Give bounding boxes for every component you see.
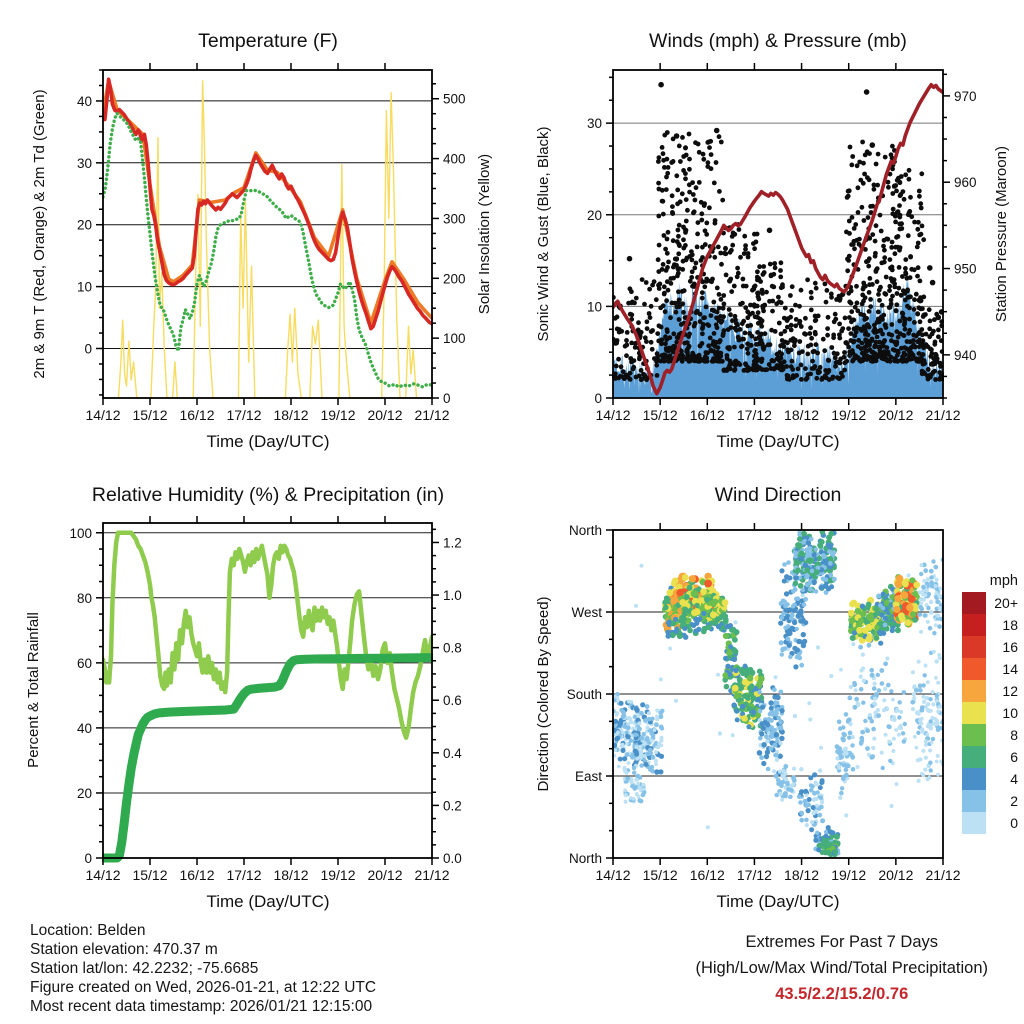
axis-tick-label: 1.2	[443, 535, 462, 551]
legend-swatch	[962, 636, 986, 658]
station-info	[30, 921, 376, 1016]
axis-tick-label: 0.0	[443, 851, 462, 866]
x-axis-label: Time (Day/UTC)	[206, 432, 330, 451]
axis-tick-label: 15/12	[132, 867, 168, 883]
axis-tick-label: 21/12	[414, 407, 450, 423]
axis-tick-label: West	[571, 605, 602, 620]
legend-swatch	[962, 702, 986, 724]
axis-tick-label: 0	[443, 391, 451, 406]
series-layer	[103, 79, 432, 398]
axis-tick-label: 14/12	[595, 867, 631, 883]
y-axis-label-right: Station Pressure (Maroon)	[993, 146, 1010, 322]
x-axis-label: Time (Day/UTC)	[716, 432, 840, 451]
axis-tick-label: 100	[69, 525, 92, 541]
legend-swatch	[962, 680, 986, 702]
axis-tick-label: 19/12	[320, 867, 356, 883]
axis-tick-label: 100	[443, 331, 466, 347]
legend-swatch	[962, 724, 986, 746]
x-axis-label: Time (Day/UTC)	[206, 892, 330, 911]
axis-tick-label: 18/12	[784, 867, 820, 883]
axis-tick-label: 0.8	[443, 640, 462, 656]
legend-swatch	[962, 614, 986, 636]
axis-tick-label: 16/12	[689, 867, 725, 883]
axis-tick-label: 17/12	[226, 407, 262, 423]
panel-title: Temperature (F)	[198, 30, 338, 52]
legend-label: 14	[1002, 661, 1018, 677]
y-axis-label-left: Percent & Total Rainfall	[25, 612, 42, 768]
axis-tick-label: 0.4	[443, 745, 462, 761]
axis-tick-label: 10	[76, 279, 92, 295]
station-latlon: Station lat/lon: 42.2232; -75.6685	[30, 960, 259, 977]
axis-tick-label: North	[568, 523, 602, 538]
axis-tick-label: East	[574, 769, 602, 784]
extremes-subtitle: (High/Low/Max Wind/Total Precipitation)	[695, 959, 988, 977]
extremes-info	[695, 929, 988, 1007]
axis-tick-label: 940	[954, 347, 977, 363]
y-axis-label-right: Solar Insolation (Yellow)	[476, 153, 493, 315]
legend-swatch	[962, 790, 986, 812]
legend-label: 16	[1002, 639, 1018, 655]
axis-tick-label: 0	[84, 851, 92, 866]
axis-tick-label: 17/12	[736, 867, 772, 883]
series-layer	[611, 82, 946, 398]
axis-tick-label: 970	[954, 88, 977, 104]
panel-0	[31, 30, 493, 451]
y-axis-label-left: 2m & 9m T (Red, Orange) & 2m Td (Green)	[31, 89, 48, 379]
2m-temperature-series	[103, 79, 432, 328]
axis-tick-label: 14/12	[595, 407, 631, 423]
axis-tick-label: 20	[76, 785, 92, 801]
station-location: Location: Belden	[30, 922, 146, 939]
axis-tick-label: 20/12	[367, 867, 403, 883]
legend-label: 4	[1010, 771, 1018, 787]
axis-tick-label: 200	[443, 271, 466, 287]
solar-insolation-series	[103, 81, 432, 398]
y-axis-label-left: Sonic Wind & Gust (Blue, Black)	[535, 126, 552, 342]
legend-label: 18	[1002, 617, 1018, 633]
axis-tick-label: 18/12	[273, 407, 309, 423]
axis-tick-label: 20	[76, 217, 92, 233]
legend-label: 2	[1010, 793, 1018, 809]
axis-tick-label: 14/12	[85, 407, 121, 423]
y-axis-label-left: Direction (Colored By Speed)	[535, 596, 552, 792]
speed-legend	[962, 573, 1018, 834]
axis-tick-label: 19/12	[831, 407, 867, 423]
axis-tick-label: 10	[586, 299, 602, 315]
axis-tick-label: 0	[84, 341, 92, 357]
axis-tick-label: 80	[76, 590, 92, 606]
panel-2	[25, 484, 462, 911]
axis-tick-label: North	[568, 851, 602, 866]
axis-tick-label: 15/12	[642, 407, 678, 423]
legend-swatch	[962, 746, 986, 768]
axis-tick-label: 19/12	[831, 867, 867, 883]
axis-tick-label: 17/12	[226, 867, 262, 883]
axis-tick-label: South	[566, 687, 602, 702]
legend-label: 12	[1002, 683, 1018, 699]
axis-tick-label: 20/12	[367, 407, 403, 423]
axis-tick-label: 0.6	[443, 693, 462, 709]
axis-tick-label: 60	[76, 655, 92, 671]
series-layer	[611, 529, 946, 857]
axis-tick-label: 20/12	[878, 867, 914, 883]
figure-created: Figure created on Wed, 2026-01-21, at 12:22 UTC	[30, 979, 377, 996]
axis-tick-label: 40	[76, 93, 92, 109]
legend-label: 8	[1010, 727, 1018, 743]
legend-swatch	[962, 658, 986, 680]
axis-tick-label: 21/12	[414, 867, 450, 883]
legend-label: 20+	[994, 595, 1018, 611]
legend-swatch	[962, 592, 986, 614]
axis-tick-label: 960	[954, 175, 977, 191]
axis-tick-label: 15/12	[132, 407, 168, 423]
legend-title: mph	[989, 573, 1018, 589]
axis-tick-label: 20	[586, 207, 602, 223]
panel-title: Winds (mph) & Pressure (mb)	[649, 30, 907, 52]
axis-tick-label: 15/12	[642, 867, 678, 883]
axis-tick-label: 17/12	[736, 407, 772, 423]
total-rainfall-series	[103, 658, 432, 858]
panel-title: Wind Direction	[714, 484, 842, 506]
panel-title: Relative Humidity (%) & Precipitation (in)	[91, 484, 445, 506]
axis-tick-label: 950	[954, 261, 977, 277]
x-axis-label: Time (Day/UTC)	[716, 892, 840, 911]
axis-tick-label: 16/12	[689, 407, 725, 423]
legend-label: 10	[1002, 705, 1018, 721]
series-layer	[103, 533, 432, 858]
legend-label: 6	[1010, 749, 1018, 765]
axis-tick-label: 300	[443, 211, 466, 227]
axis-tick-label: 40	[76, 720, 92, 736]
axis-tick-label: 18/12	[784, 407, 820, 423]
axis-tick-label: 0.2	[443, 798, 462, 814]
axis-tick-label: 18/12	[273, 867, 309, 883]
axis-tick-label: 20/12	[878, 407, 914, 423]
axis-tick-label: 14/12	[85, 867, 121, 883]
axis-tick-label: 1.0	[443, 588, 462, 604]
axis-tick-label: 19/12	[320, 407, 356, 423]
axis-tick-label: 30	[586, 116, 602, 132]
extremes-title: Extremes For Past 7 Days	[745, 933, 939, 951]
axis-tick-label: 0	[594, 391, 602, 406]
panel-1	[535, 30, 1010, 451]
axis-tick-label: 21/12	[925, 407, 961, 423]
legend-swatch	[962, 768, 986, 790]
axis-tick-label: 500	[443, 91, 466, 107]
legend-swatch	[962, 812, 986, 834]
axis-tick-label: 400	[443, 151, 466, 167]
wind-direction-dots	[611, 529, 946, 857]
extremes-values: 43.5/2.2/15.2/0.76	[775, 985, 909, 1003]
axis-tick-label: 30	[76, 155, 92, 171]
legend-label: 0	[1010, 815, 1018, 831]
panel-3	[535, 484, 1018, 911]
axis-tick-label: 21/12	[925, 867, 961, 883]
relative-humidity-series	[103, 533, 432, 738]
axis-tick-label: 16/12	[179, 867, 215, 883]
data-timestamp: Most recent data timestamp: 2026/01/21 12:15:00	[30, 998, 373, 1015]
axis-tick-label: 16/12	[179, 407, 215, 423]
station-elevation: Station elevation: 470.37 m	[30, 941, 218, 958]
